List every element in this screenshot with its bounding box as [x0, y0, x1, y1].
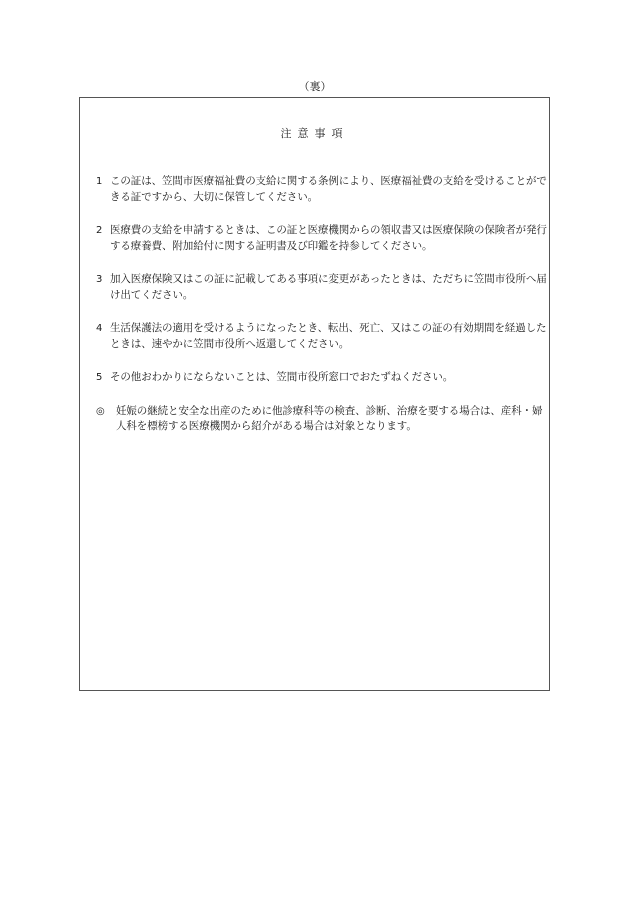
notice-item-special: [96, 404, 548, 435]
notice-title: 注意事項: [280, 127, 349, 140]
notice-item-number: 5: [96, 372, 103, 383]
notice-box: [79, 97, 550, 691]
notice-item-5: [96, 370, 548, 386]
notice-item-text: 医療費の支給を申請するときは、この証と医療機関からの領収書又は医療保険の保険者が発行する療養費、附加給付に関する証明書及び印鑑を持参してください。: [110, 224, 547, 252]
notice-item-3: [96, 272, 548, 303]
notice-item-text: 加入医療保険又はこの証に記載してある事項に変更があったときは、ただちに笠間市役所へ届け出てください。: [110, 273, 547, 301]
notice-item-2: [96, 223, 548, 254]
double-circle-mark: ◎: [96, 405, 105, 417]
notice-item-1: [96, 174, 548, 205]
notice-item-4: [96, 321, 548, 352]
page-side-label: （裏）: [298, 80, 332, 93]
notice-item-text: 生活保護法の適用を受けるようになったとき、転出、死亡、又はこの証の有効期間を経過したときは、速やかに笠間市役所へ返還してください。: [110, 322, 547, 350]
notice-item-number: 1: [96, 176, 103, 187]
notice-item-number: 4: [96, 323, 103, 334]
notice-item-text: 妊娠の継続と安全な出産のために他診療科等の検査、診断、治療を要する場合は、産科・婦人科を標榜する医療機関から紹介がある場合は対象となります。: [116, 404, 543, 432]
notice-item-text: この証は、笠間市医療福祉費の支給に関する条例により、医療福祉費の支給を受けることができる証ですから、大切に保管してください。: [110, 175, 547, 203]
notice-item-number: 2: [96, 225, 103, 236]
notice-list: [96, 174, 548, 453]
notice-item-text: その他おわかりにならないことは、笠間市役所窓口でおたずねください。: [110, 371, 454, 383]
notice-item-number: 3: [96, 274, 103, 285]
